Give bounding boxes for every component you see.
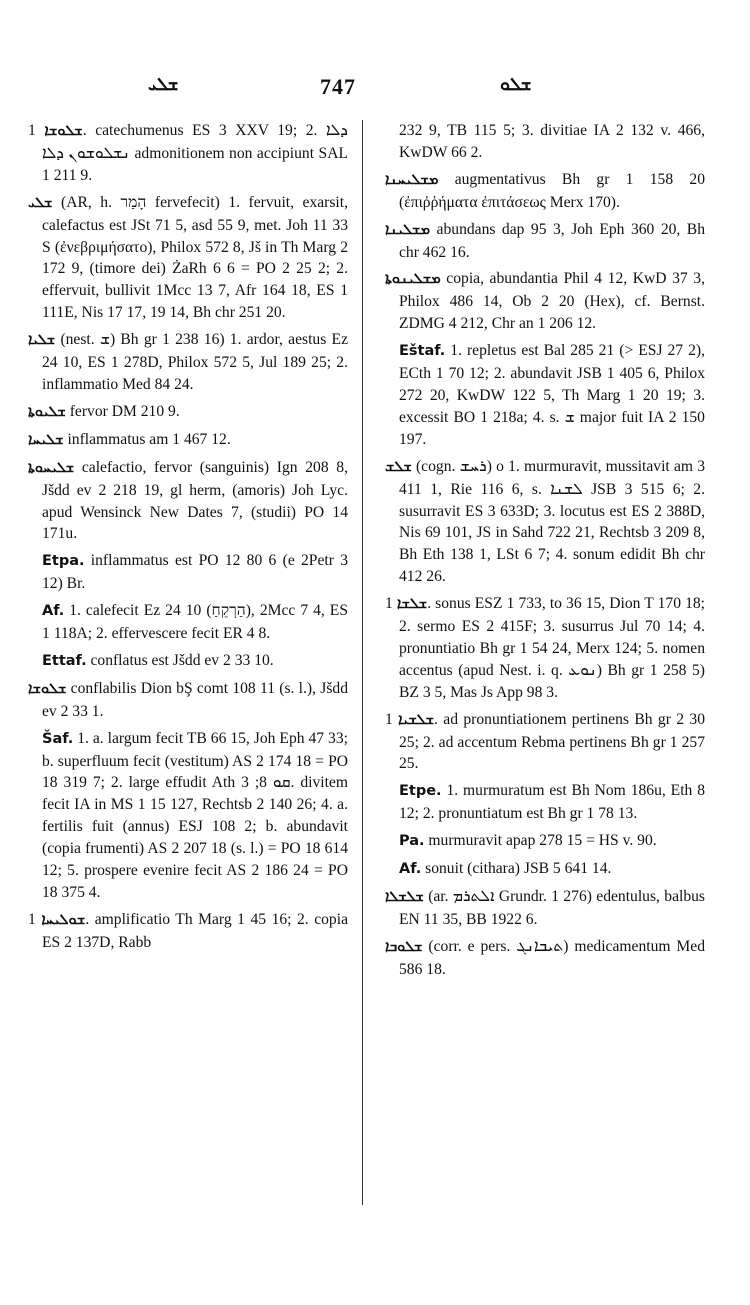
entry-headword: ܫܠܝܘܬܐ xyxy=(28,403,66,420)
entry-headword: Eštaf. xyxy=(399,343,446,360)
entry-headword: ܫܠܝܚܐ xyxy=(28,431,64,448)
dictionary-entry xyxy=(385,340,705,451)
entry-text: 1. catechumenus ES 3 XXV 19; 2. ܕܠܐ ܢܫܠܘܫܘܢ ܕܠܐ admonitionem non accipiunt SAL 1 211 9. xyxy=(28,122,348,184)
entry-text: (AR, h. הָמַר fervefecit) 1. fervuit, exarsit, calefactus est JSt 71 5, asd 55 9, met. Joh 11 33 S (ἐνεβριμήσατο), Philox 572 8, Jš in Th Marg 2 172 9, (timore dei) ŻaRh 6 6 = PO 2 25 2; 2. effervuit, bullivit 1Mcc 13 7, Afr 164 18, ES 1 111E, Nis 17 17, 19 14, Bh chr 251 20. xyxy=(42,193,348,322)
entry-text: sonuit (cithara) JSB 5 641 14. xyxy=(421,860,612,878)
entry-text: inflammatus am 1 467 12. xyxy=(63,430,231,448)
entry-text: inflammatus est PO 12 80 6 (e 2Petr 3 12) Br. xyxy=(42,552,348,593)
entry-text: 232 9, TB 115 5; 3. divitiae IA 2 132 v. 466, KwDW 66 2. xyxy=(399,122,705,161)
entry-text: murmuravit apap 278 15 = HS v. 90. xyxy=(424,832,657,850)
entry-headword: Šaf. xyxy=(42,730,74,747)
page-header xyxy=(0,64,750,104)
entry-headword: ܫܠܝܐ xyxy=(28,332,56,349)
dictionary-entry xyxy=(28,678,348,723)
entry-headword: ܫܠܝܚܘܬܐ xyxy=(28,459,75,476)
entry-text: 1. ad pronuntiationem pertinens Bh gr 2 30 25; 2. ad accentum Rebma pertinens Bh gr 1 257 25. xyxy=(385,710,706,773)
dictionary-entry xyxy=(385,858,705,881)
entry-headword: Etpe. xyxy=(399,783,442,800)
dictionary-entry xyxy=(28,728,348,904)
entry-text: 1. calefecit Ez 24 10 (הַרְקֵחַ), 2Mcc 7 4, ES 1 118A; 2. effervescere fecit ER 4 8. xyxy=(42,602,348,643)
dictionary-entry xyxy=(28,457,348,546)
dictionary-entry xyxy=(28,429,348,452)
dictionary-entry xyxy=(28,650,348,673)
page-number: 747 xyxy=(320,74,356,99)
entry-text: (corr. e pers. ܬܝܒܐܢܓ) medicamentum Med 586 18. xyxy=(399,937,705,978)
entry-text: calefactio, fervor (sanguinis) Ign 208 8, Jšdd ev 2 218 19, gl herm, (amoris) Joh Lyc. apud Wensinck New Dates 7, (studii) PO 14 171u. xyxy=(42,458,348,543)
entry-headword: ܫܠܘܫܐ xyxy=(44,123,83,139)
entry-text: copia, abundantia Phil 4 12, KwD 37 3, Philox 486 14, Ob 2 20 (Hex), cf. Bernst. ZDMG 4 212, Chr an 1 206 12. xyxy=(399,270,705,333)
dictionary-entry xyxy=(385,780,705,825)
entry-text: abundans dap 95 3, Joh Eph 360 20, Bh chr 462 16. xyxy=(399,220,705,261)
dictionary-entry xyxy=(385,936,705,981)
entry-headword: ܫܠܘܒܐ xyxy=(385,938,423,955)
dictionary-entry xyxy=(28,120,348,187)
dictionary-entry xyxy=(385,886,705,931)
entry-headword: Af. xyxy=(42,603,65,620)
dictionary-entry xyxy=(28,192,348,324)
dictionary-entry xyxy=(28,401,348,424)
left-column xyxy=(28,120,348,959)
entry-text: conflabilis Dion bŞ comt 108 11 (s. l.), Jšdd ev 2 33 1. xyxy=(42,679,348,720)
entry-text: (nest. ܫ) Bh gr 1 238 16) 1. ardor, aestus Ez 24 10, ES 1 278D, Philox 572 5, Jul 189 25; 2. inflammatio Med 84 24. xyxy=(42,331,348,393)
dictionary-entry xyxy=(385,709,705,776)
entry-headword: ܡܫܠܝܢܐ xyxy=(385,221,431,238)
entry-headword: Etpa. xyxy=(42,553,85,570)
entry-headword: ܡܫܠܝܢܘܬܐ xyxy=(385,271,441,288)
dictionary-entry xyxy=(385,456,705,588)
right-column xyxy=(385,120,705,986)
entry-headword: Af. xyxy=(399,861,422,878)
entry-text: conflatus est Jšdd ev 2 33 10. xyxy=(86,651,274,669)
dictionary-entry xyxy=(28,600,348,645)
dictionary-entry xyxy=(385,593,705,704)
dictionary-entry xyxy=(385,120,705,164)
entry-headword: ܫܠܫ xyxy=(385,458,412,475)
entry-text: augmentativus Bh gr 1 158 20 (ἐπιῤῥήματα ἐπιτάσεως Merx 170). xyxy=(399,170,705,211)
entry-text: 1. a. largum fecit TB 66 15, Joh Eph 47 33; b. superfluum fecit (vestitum) AS 2 174 18 = PO 18 319 7; 2. large effudit Ath ܩܘ 8; 3. divitem fecit IA in MS 1 15 127, Rechtsb 2 140 26; 4. a. fertilis fuit (annus) ESJ 108 2; b. abundavit (copia frumenti) AS 2 207 18 (s. l.) = PO 18 614 12; 5. prospere evenire fecit AS 2 186 24 = PO 18 375 4. xyxy=(42,729,348,901)
entry-text: 1. repletus est Bal 285 21 (> ESJ 27 2), ECth 1 70 12; 2. abundavit JSB 1 405 6, Philox 272 20, KwDW 122 5, Th Marg 1 20 19; 3. excessit BO 1 218a; 4. s. ܫ major fuit IA 2 150 197. xyxy=(399,342,705,448)
dictionary-entry xyxy=(28,909,348,954)
entry-headword: ܫܠܫܝܐ xyxy=(398,711,435,728)
entry-headword: ܫܠܫܠܐ xyxy=(385,889,424,905)
entry-headword: Pa. xyxy=(399,833,425,850)
entry-text: 1. murmuratum est Bh Nom 186u, Eth 8 12; 2. pronuntiatum est Bh gr 1 78 13. xyxy=(399,782,705,823)
column-divider xyxy=(362,120,363,1205)
entry-headword: ܫܠܝ xyxy=(28,194,53,211)
entry-headword: ܫܠܘܫܐ xyxy=(28,680,67,697)
entry-text: (ar. ܐܠܬܪܡ Grundr. 1 276) edentulus, balbus EN 11 35, BB 1922 6. xyxy=(399,888,705,928)
entry-headword: Ettaf. xyxy=(42,652,87,669)
entry-headword: ܡܫܠܝܚܢܐ xyxy=(385,171,439,188)
entry-headword: ܫܠܫܐ xyxy=(396,596,428,613)
dictionary-entry xyxy=(385,169,705,214)
entry-text: fervor DM 210 9. xyxy=(65,402,180,420)
dictionary-entry xyxy=(385,268,705,335)
dictionary-entry xyxy=(28,329,348,396)
entry-headword: ܫܘܠܝܚܐ xyxy=(41,911,86,928)
entry-text: (cogn. ܪܚܫ) o 1. murmuravit, mussitavit am 3 411 1, Rie 116 6, s. ܠܫܢܐ JSB 3 515 6; 2. susurravit ES 3 633D; 3. locutus est ES 2 388D, Nis 69 101, JS in Sahd 722 21, Rechtsb 3 209 8, Bh Eth 138 1, LSt 6 7; 4. sonum edidit Bh chr 412 26. xyxy=(399,457,705,586)
entry-text: 1. sonus ESZ 1 733, to 36 15, Dion T 170 18; 2. sermo ES 2 415F; 3. susurrus Jul 70 14; 4. pronuntiatio Bh gr 1 54 24, Merx 124; 5. nomen accentus (apud Nest. i. q. ܢܘܥ) Bh gr 1 258 5) BZ 3 5, Mas Js App 98 3. xyxy=(385,595,705,701)
dictionary-entry xyxy=(385,830,705,853)
running-head-left: ܫܠܝ xyxy=(148,74,179,94)
entry-text: 1. amplificatio Th Marg 1 45 16; 2. copia ES 2 137D, Rabb xyxy=(28,910,348,951)
dictionary-entry xyxy=(28,550,348,595)
running-head-right: ܫܠܘ xyxy=(500,74,532,94)
dictionary-entry xyxy=(385,219,705,264)
